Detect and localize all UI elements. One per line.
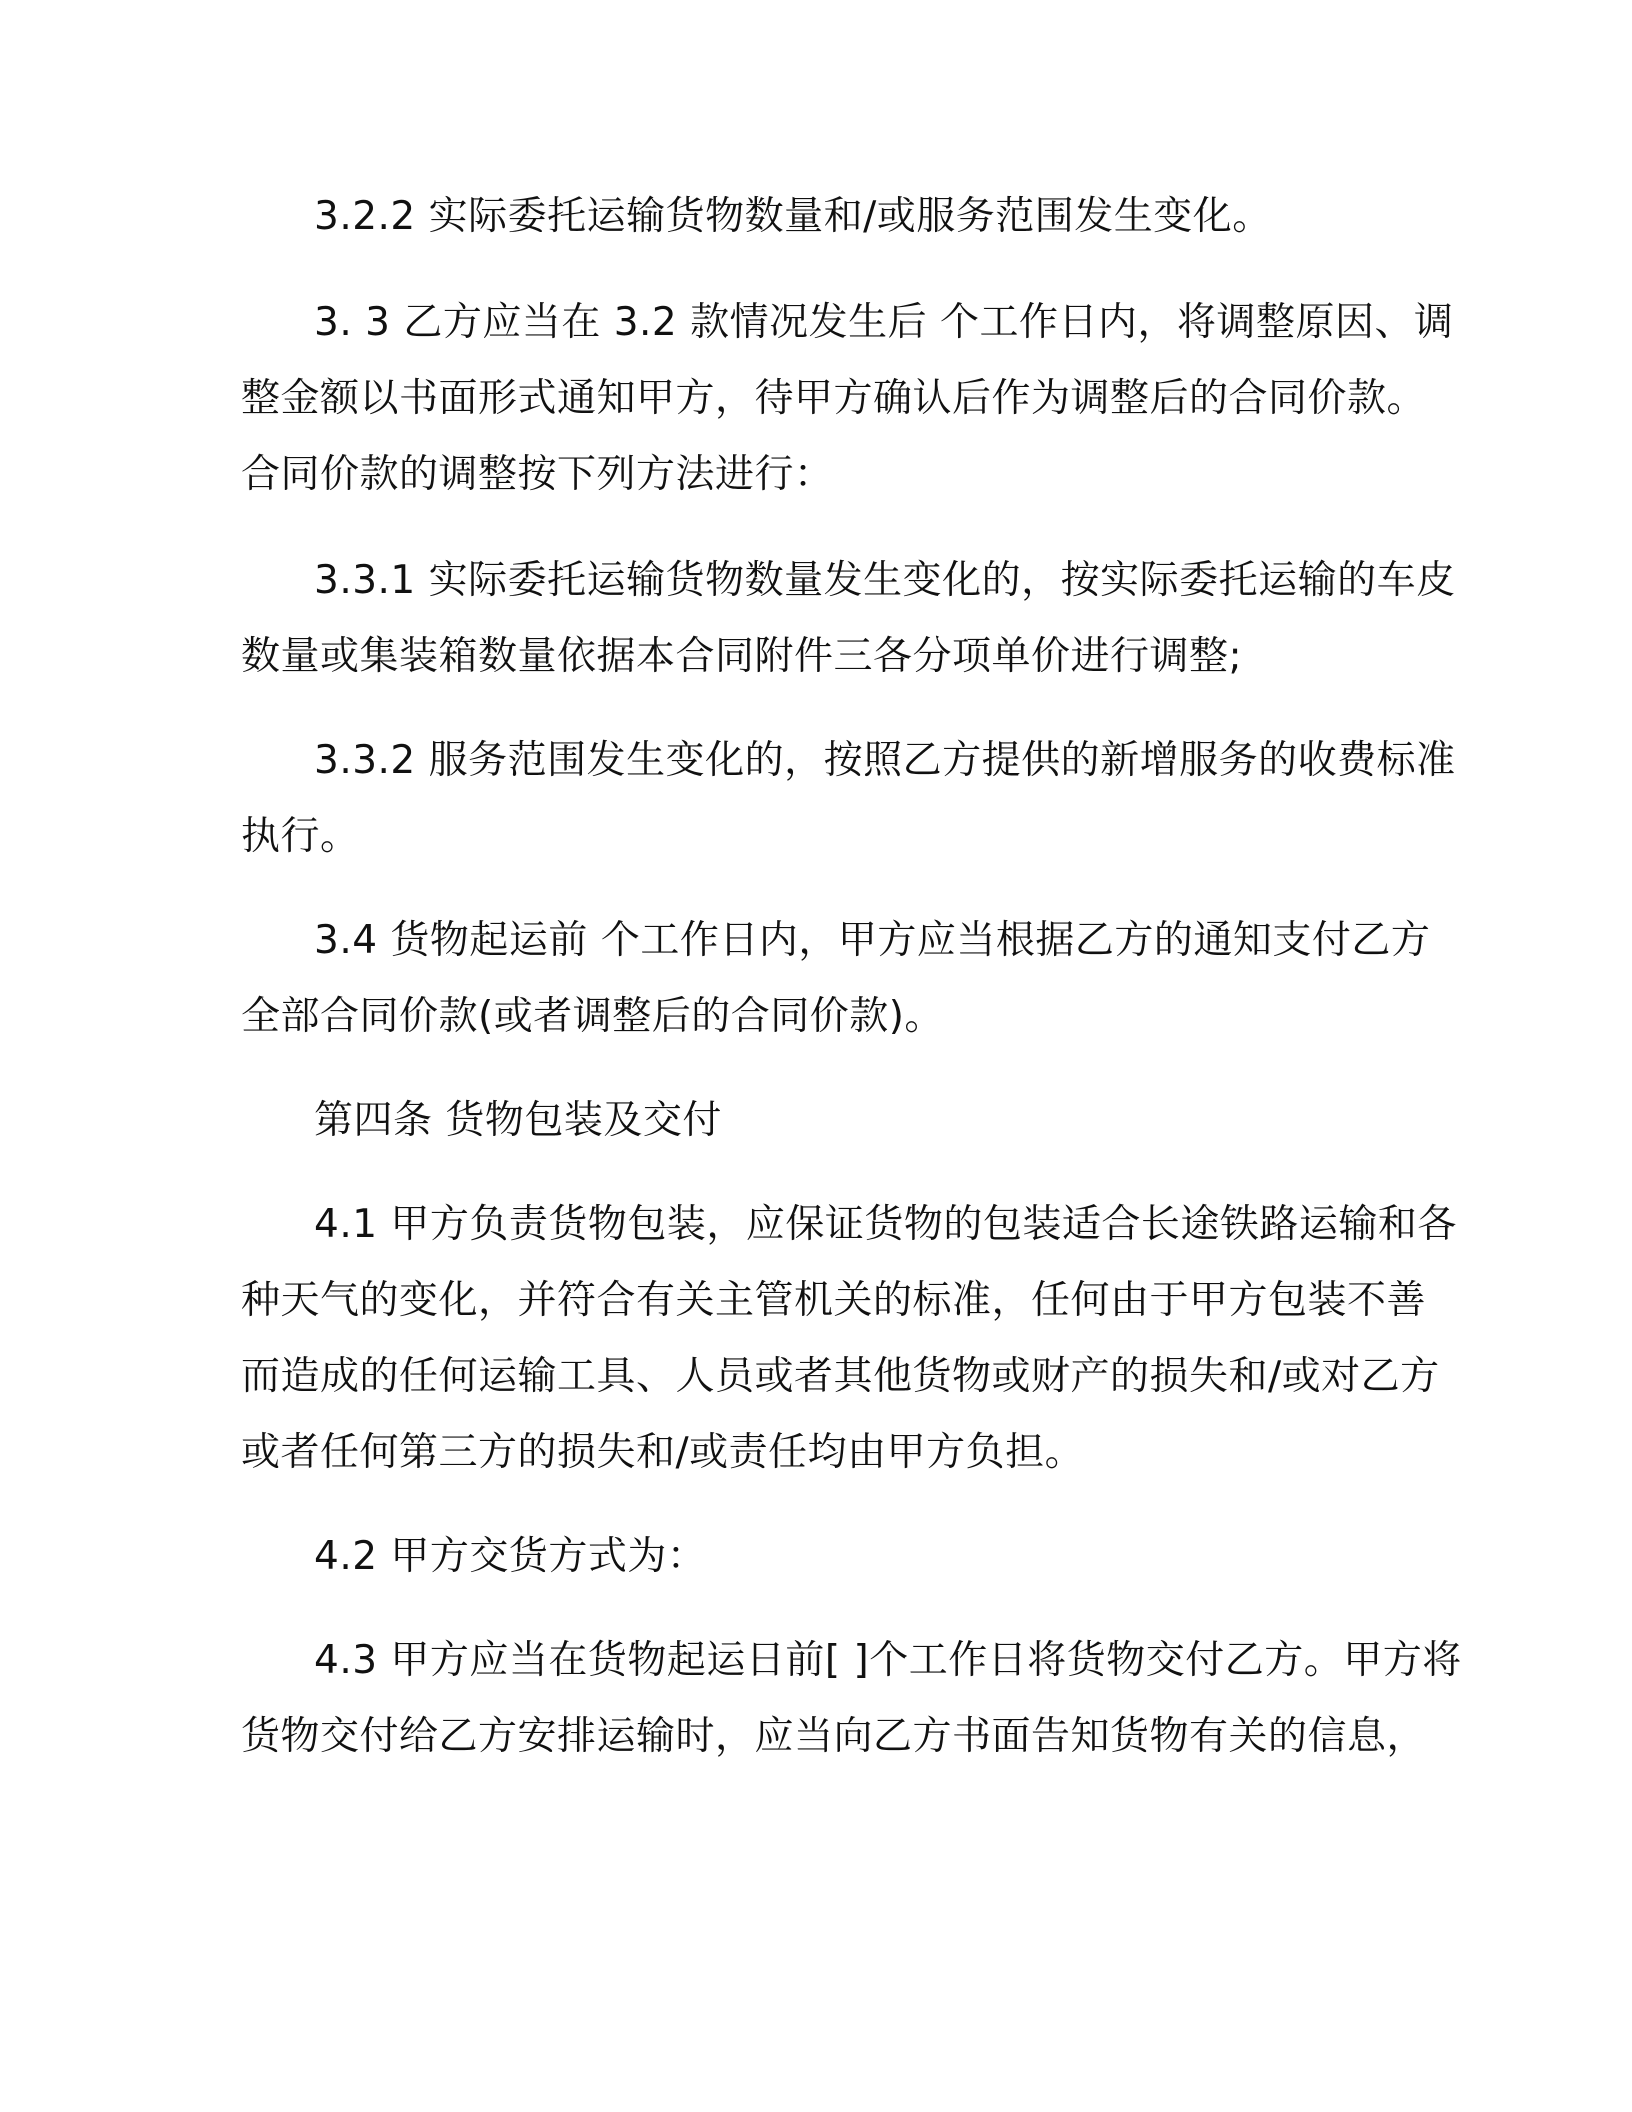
paragraph-4-1-line-1: 4.1 甲方负责货物包装，应保证货物的包装适合长途铁路运输和各 [314,1202,1457,1247]
paragraph-3-2-2-line-1: 3.2.2 实际委托运输货物数量和/或服务范围发生变化。 [314,194,1272,239]
paragraph-4-3-line-2: 货物交付给乙方安排运输时，应当向乙方书面告知货物有关的信息， [241,1714,1427,1759]
paragraph-3-3-line-2: 整金额以书面形式通知甲方，待甲方确认后作为调整后的合同价款。 [241,376,1427,421]
article-4-heading: 第四条 货物包装及交付 [314,1098,722,1143]
paragraph-3-3-2-line-1: 3.3.2 服务范围发生变化的，按照乙方提供的新增服务的收费标准 [314,738,1456,783]
paragraph-4-1-line-4: 或者任何第三方的损失和/或责任均由甲方负担。 [241,1430,1085,1475]
paragraph-4-1-line-3: 而造成的任何运输工具、人员或者其他货物或财产的损失和/或对乙方 [241,1354,1440,1399]
paragraph-4-2-line-1: 4.2 甲方交货方式为： [314,1534,707,1579]
paragraph-3-4-line-1: 3.4 货物起运前 个工作日内，甲方应当根据乙方的通知支付乙方 [314,918,1431,963]
paragraph-3-3-2-line-2: 执行。 [241,814,360,859]
paragraph-3-3-line-1: 3. 3 乙方应当在 3.2 款情况发生后 个工作日内，将调整原因、调 [314,300,1454,345]
paragraph-3-3-1-line-1: 3.3.1 实际委托运输货物数量发生变化的，按实际委托运输的车皮 [314,558,1456,603]
paragraph-3-3-1-line-2: 数量或集装箱数量依据本合同附件三各分项单价进行调整; [241,634,1243,679]
paragraph-4-1-line-2: 种天气的变化，并符合有关主管机关的标准，任何由于甲方包装不善 [241,1278,1427,1323]
paragraph-3-3-line-3: 合同价款的调整按下列方法进行： [241,452,834,497]
paragraph-3-4-line-2: 全部合同价款(或者调整后的合同价款)。 [241,994,944,1039]
paragraph-4-3-line-1: 4.3 甲方应当在货物起运日前[ ]个工作日将货物交付乙方。甲方将 [314,1638,1462,1683]
